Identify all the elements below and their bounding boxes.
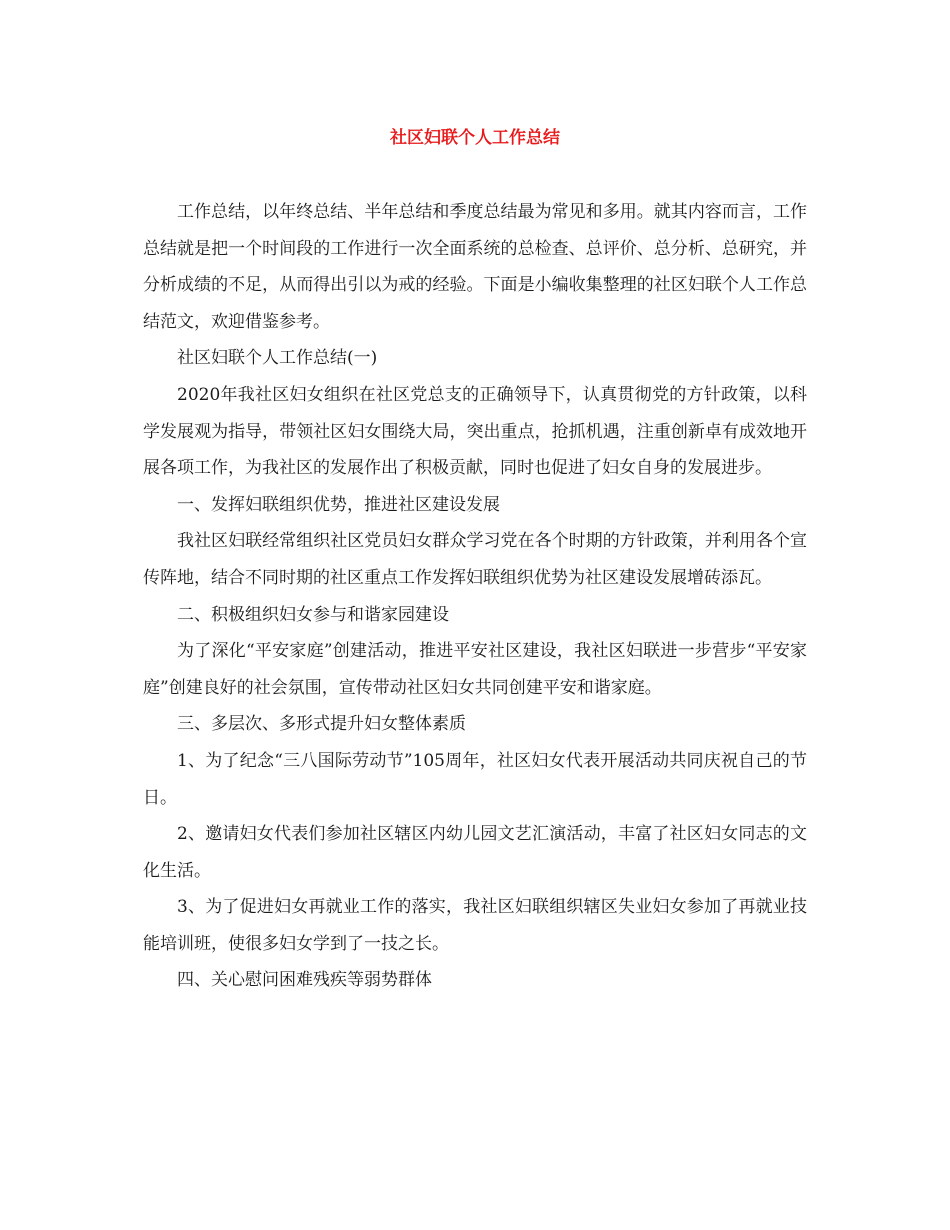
section-heading-3: 三、多层次、多形式提升妇女整体素质	[177, 714, 466, 735]
document-body	[143, 194, 807, 999]
paragraph-overview: 2020年我社区妇女组织在社区党总支的正确领导下，认真贯彻党的方针政策，以科学发展观为指导，带领社区妇女围绕大局，突出重点，抢抓机遇，注重创新卓有成效地开展各项工作，为我社区的发展作出了积极贡献，同时也促进了妇女自身的发展进步。	[143, 384, 807, 479]
list-item-3: 3、为了促进妇女再就业工作的落实，我社区妇联组织辖区失业妇女参加了再就业技能培训班，使很多妇女学到了一技之长。	[143, 897, 807, 954]
paragraph-section-1: 我社区妇联经常组织社区党员妇女群众学习党在各个时期的方针政策，并利用各个宣传阵地，结合不同时期的社区重点工作发挥妇联组织优势为社区建设发展增砖添瓦。	[143, 531, 807, 588]
list-item-1: 1、为了纪念“三八国际劳动节”105周年，社区妇女代表开展活动共同庆祝自己的节日。	[143, 750, 807, 808]
list-item-2: 2、邀请妇女代表们参加社区辖区内幼儿园文艺汇演活动，丰富了社区妇女同志的文化生活。	[143, 824, 807, 881]
section-heading-2: 二、积极组织妇女参与和谐家园建设	[177, 604, 449, 625]
section-heading-4: 四、关心慰问困难残疾等弱势群体	[177, 970, 432, 991]
paragraph-subtitle: 社区妇联个人工作总结(一)	[177, 348, 378, 369]
section-heading-1: 一、发挥妇联组织优势，推进社区建设发展	[177, 494, 500, 515]
paragraph-intro: 工作总结，以年终总结、半年总结和季度总结最为常见和多用。就其内容而言，工作总结就是把一个时间段的工作进行一次全面系统的总检查、总评价、总分析、总研究，并分析成绩的不足，从而得出引以为戒的经验。下面是小编收集整理的社区妇联个人工作总结范文，欢迎借鉴参考。	[143, 202, 807, 332]
document-title: 社区妇联个人工作总结	[390, 128, 560, 148]
paragraph-section-2: 为了深化“平安家庭”创建活动，推进平安社区建设，我社区妇联进一步营步“平安家庭”创建良好的社会氛围，宣传带动社区妇女共同创建平安和谐家庭。	[143, 641, 807, 698]
